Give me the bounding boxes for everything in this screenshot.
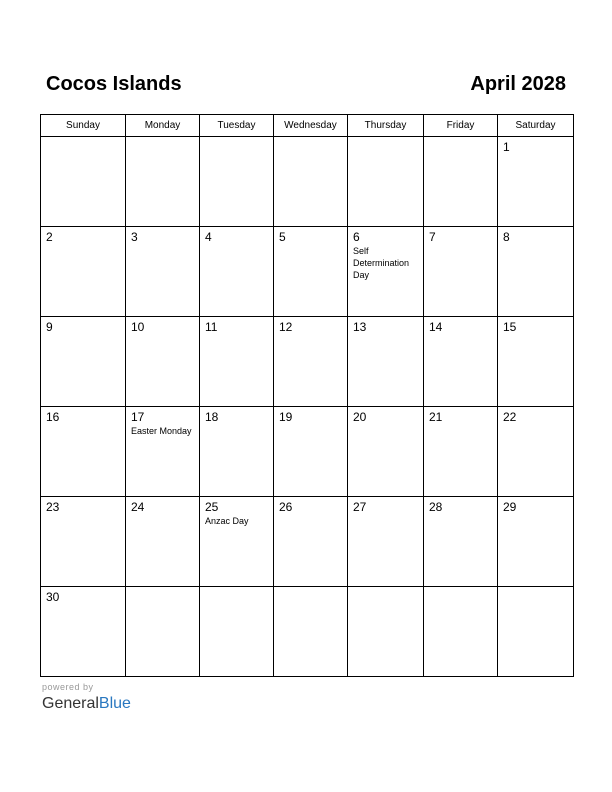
day-cell — [498, 407, 574, 497]
day-number: 1 — [503, 140, 510, 154]
day-cell — [200, 317, 274, 407]
day-number: 16 — [46, 410, 60, 424]
day-number — [348, 137, 423, 140]
day-cell — [274, 137, 348, 227]
day-cell — [274, 587, 348, 677]
weekday-tuesday: Tuesday — [200, 115, 274, 137]
day-number — [424, 137, 497, 140]
day-cell — [126, 317, 200, 407]
day-number: 8 — [503, 230, 510, 244]
day-number — [41, 137, 125, 140]
day-cell — [424, 137, 498, 227]
day-number: 20 — [353, 410, 367, 424]
day-number: 11 — [205, 320, 218, 334]
day-cell — [424, 587, 498, 677]
day-cell — [41, 497, 126, 587]
day-cell — [126, 227, 200, 317]
day-number: 13 — [353, 320, 367, 334]
day-cell — [348, 137, 424, 227]
day-cell — [126, 587, 200, 677]
day-number: 18 — [205, 410, 219, 424]
week-row — [41, 497, 574, 587]
week-row — [41, 317, 574, 407]
day-number — [274, 137, 347, 140]
day-number — [126, 137, 199, 140]
holiday-label: Easter Monday — [131, 426, 192, 436]
day-number: 12 — [279, 320, 293, 334]
weekday-wednesday: Wednesday — [274, 115, 348, 137]
country-title: Cocos Islands — [46, 73, 182, 95]
day-number: 29 — [503, 500, 517, 514]
day-cell — [348, 227, 424, 317]
day-cell — [200, 587, 274, 677]
day-number: 19 — [279, 410, 293, 424]
day-cell — [200, 227, 274, 317]
day-cell — [498, 137, 574, 227]
day-cell — [126, 497, 200, 587]
day-cell — [498, 227, 574, 317]
day-cell — [274, 497, 348, 587]
powered-by-text: powered by — [42, 682, 94, 692]
weekday-sunday: Sunday — [41, 115, 126, 137]
weekday-thursday: Thursday — [348, 115, 424, 137]
holiday-label: Self Determination Day — [353, 246, 410, 280]
weekday-monday: Monday — [126, 115, 200, 137]
day-cell — [348, 317, 424, 407]
day-number: 17 — [131, 410, 145, 424]
day-number: 23 — [46, 500, 60, 514]
day-cell — [41, 227, 126, 317]
generalblue-logo[interactable] — [42, 693, 131, 715]
day-number: 22 — [503, 410, 517, 424]
holiday-label: Anzac Day — [205, 516, 249, 526]
day-number — [424, 587, 497, 590]
day-cell — [348, 587, 424, 677]
day-cell — [424, 227, 498, 317]
day-cell — [424, 407, 498, 497]
brand-general-text: General — [42, 695, 99, 712]
day-cell — [424, 317, 498, 407]
month-title: April 2028 — [470, 73, 566, 95]
day-cell — [200, 137, 274, 227]
day-number: 26 — [279, 500, 293, 514]
week-row — [41, 407, 574, 497]
day-cell — [41, 407, 126, 497]
day-cell — [274, 317, 348, 407]
day-number: 14 — [429, 320, 443, 334]
day-cell — [126, 137, 200, 227]
day-number — [200, 587, 273, 590]
day-cell — [200, 407, 274, 497]
week-row — [41, 227, 574, 317]
day-number: 6 — [353, 230, 360, 244]
weekday-header-row — [41, 115, 574, 137]
day-number: 2 — [46, 230, 53, 244]
day-number: 30 — [46, 590, 60, 604]
day-cell — [348, 497, 424, 587]
day-number: 28 — [429, 500, 443, 514]
day-cell — [498, 497, 574, 587]
weekday-saturday: Saturday — [498, 115, 574, 137]
footer — [42, 682, 131, 715]
day-number: 15 — [503, 320, 517, 334]
day-number: 5 — [279, 230, 286, 244]
brand-blue-text: Blue — [98, 695, 131, 712]
day-cell — [348, 407, 424, 497]
day-number: 10 — [131, 320, 145, 334]
day-number: 25 — [205, 500, 219, 514]
day-number — [498, 587, 573, 590]
day-number — [274, 587, 347, 590]
day-number — [126, 587, 199, 590]
day-number: 4 — [205, 230, 212, 244]
day-cell — [274, 227, 348, 317]
calendar-grid — [40, 114, 574, 677]
day-cell — [498, 587, 574, 677]
day-number: 27 — [353, 500, 367, 514]
day-number: 24 — [131, 500, 145, 514]
day-number: 21 — [429, 410, 443, 424]
day-cell — [274, 407, 348, 497]
day-cell — [200, 497, 274, 587]
day-number: 9 — [46, 320, 53, 334]
day-cell — [126, 407, 200, 497]
day-number — [200, 137, 273, 140]
day-cell — [498, 317, 574, 407]
day-cell — [41, 587, 126, 677]
day-cell — [424, 497, 498, 587]
day-number — [348, 587, 423, 590]
day-number: 3 — [131, 230, 138, 244]
weekday-friday: Friday — [424, 115, 498, 137]
day-cell — [41, 317, 126, 407]
week-row — [41, 587, 574, 677]
day-number: 7 — [429, 230, 436, 244]
day-cell — [41, 137, 126, 227]
week-row — [41, 137, 574, 227]
